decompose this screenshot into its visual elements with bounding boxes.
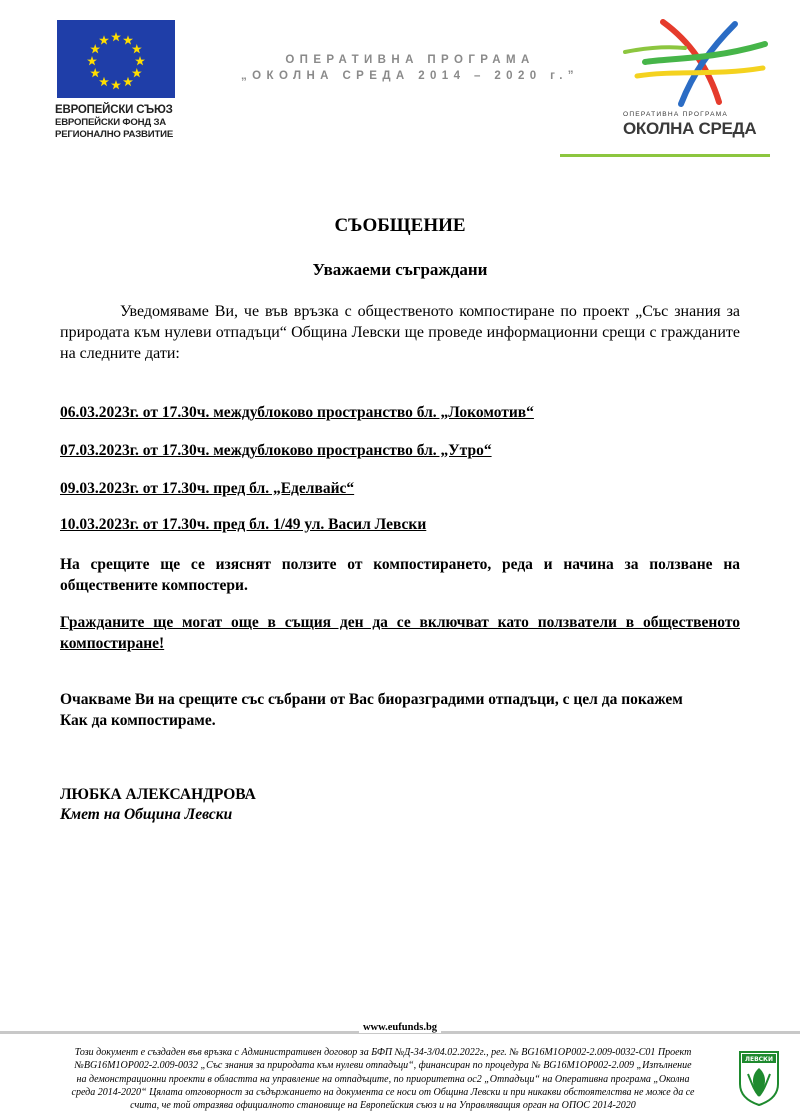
signature-role: Кмет на Община Левски bbox=[60, 806, 233, 823]
program-title-line2: „ОКОЛНА СРЕДА 2014 – 2020 г.” bbox=[241, 70, 579, 82]
eu-caption-line1: ЕВРОПЕЙСКИ СЪЮЗ bbox=[55, 104, 173, 116]
program-title-line1: ОПЕРАТИВНА ПРОГРАМА bbox=[285, 54, 535, 66]
svg-text:ЛЕВСКИ: ЛЕВСКИ bbox=[745, 1056, 773, 1063]
footer-line5: счита, че той отразява официалното становище на Европейския съюз и на Управляващия орган на ОПОС 2014-2020 bbox=[130, 1100, 636, 1112]
eu-caption bbox=[55, 104, 185, 140]
footer-line4: среда 2014-2020“ Цялата отговорност за съдържанието на документа се носи от Община Левски и при никакви обстоятелства не може да се bbox=[71, 1086, 695, 1098]
page-title: СЪОБЩЕНИЕ bbox=[334, 215, 466, 236]
meeting-date-4: 10.03.2023г. от 17.30ч. пред бл. 1/49 ул. Васил Левски bbox=[60, 516, 427, 533]
header-accent-line bbox=[560, 154, 770, 157]
signature-name: ЛЮБКА АЛЕКСАНДРОВА bbox=[60, 786, 256, 803]
levski-crest-icon bbox=[738, 1050, 780, 1106]
participation-paragraph: Гражданите ще могат още в същия ден да се включват като ползватели в общественото компостиране! bbox=[60, 614, 740, 652]
op-caption-big: ОКОЛНА СРЕДА bbox=[623, 119, 757, 138]
op-environment-logo-icon bbox=[615, 18, 775, 115]
footer-line2: №BG16M1OP002-2.009-0032 „Със знания за природата към нулеви отпадъци“, финансиран по процедура № BG16M1OP002-2.009 „Изпълнение bbox=[74, 1060, 692, 1072]
footer-url-text: www.eufunds.bg bbox=[359, 1022, 441, 1033]
invitation-line1: Очакваме Ви на срещите със събрани от Вас биоразградими отпадъци, с цел да покажем bbox=[60, 691, 683, 708]
eu-flag-icon bbox=[57, 20, 175, 98]
eu-logo bbox=[55, 20, 185, 140]
invitation-paragraph bbox=[60, 689, 740, 731]
footer-disclaimer bbox=[38, 1046, 728, 1112]
invitation-line2: Как да компостираме. bbox=[60, 712, 216, 729]
eu-caption-line2: ЕВРОПЕЙСКИ ФОНД ЗА bbox=[55, 117, 167, 128]
benefits-paragraph: На срещите ще се изяснят ползите от компостирането, реда и начина за ползване на обществените компостери. bbox=[60, 556, 740, 594]
footer-line1: Този документ е създаден във връзка с Административен договор за БФП №Д-34-3/04.02.2022г., рег. № BG16M1OP002-2.009-0032-C01 Проект bbox=[74, 1047, 692, 1058]
footer-url bbox=[0, 1022, 800, 1034]
greeting: Уважаеми съграждани bbox=[312, 260, 488, 279]
meeting-date-1: 06.03.2023г. от 17.30ч. междублоково пространство бл. „Локомотив“ bbox=[60, 404, 534, 421]
program-title bbox=[220, 52, 600, 84]
footer-line3: на демонстрационни проекти в областта на управление на отпадъците, по приоритетна ос2 „Отпадъци“ на Оперативна програма „Околна bbox=[76, 1073, 690, 1085]
op-caption-small: ОПЕРАТИВНА ПРОГРАМА bbox=[623, 111, 728, 118]
meeting-date-3: 09.03.2023г. от 17.30ч. пред бл. „Еделвайс“ bbox=[60, 480, 355, 497]
intro-paragraph: Уведомяваме Ви, че във връзка с общественото компостиране по проект „Със знания за природата към нулеви отпадъци“ Община Левски ще проведе информационни срещи с гражданите на следните дати: bbox=[60, 303, 740, 362]
eu-caption-line3: РЕГИОНАЛНО РАЗВИТИЕ bbox=[55, 128, 174, 140]
meeting-date-2: 07.03.2023г. от 17.30ч. междублоково пространство бл. „Утро“ bbox=[60, 442, 492, 459]
op-environment-caption bbox=[623, 110, 756, 138]
